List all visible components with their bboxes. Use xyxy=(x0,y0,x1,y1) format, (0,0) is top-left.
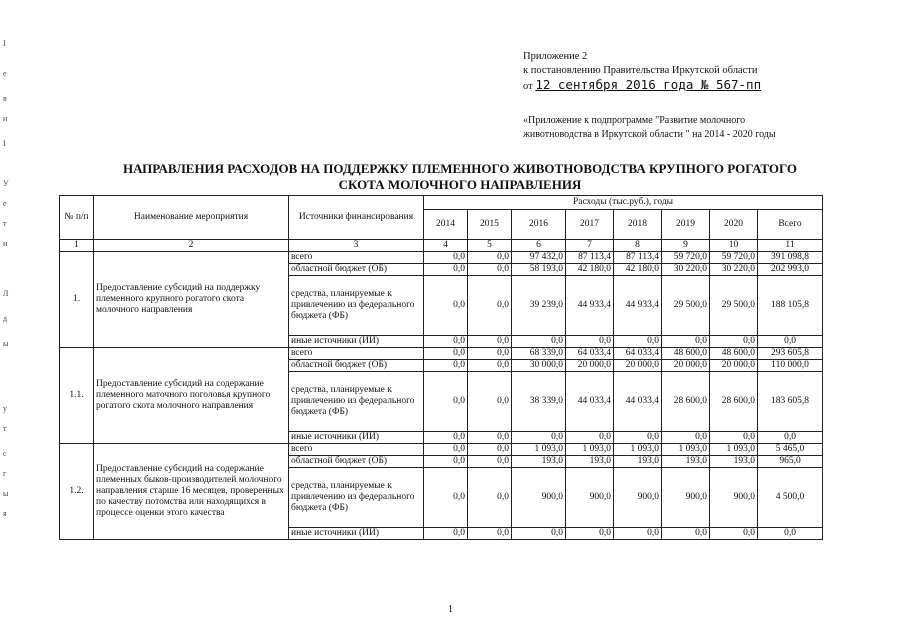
value-cell: 0,0 xyxy=(424,348,468,360)
title-line-1: НАПРАВЛЕНИЯ РАСХОДОВ НА ПОДДЕРЖКУ ПЛЕМЕННОГО ЖИВОТНОВОДСТВА КРУПНОГО РОГАТОГО xyxy=(122,161,798,176)
value-cell: 59 720,0 xyxy=(710,252,758,264)
value-cell: 20 000,0 xyxy=(614,360,662,372)
total-cell: 0,0 xyxy=(758,336,823,348)
total-cell: 202 993,0 xyxy=(758,264,823,276)
value-cell: 0,0 xyxy=(468,372,512,432)
header-total: Всего xyxy=(758,210,823,240)
value-cell: 64 033,4 xyxy=(566,348,614,360)
value-cell: 0,0 xyxy=(424,372,468,432)
value-cell: 900,0 xyxy=(512,468,566,528)
row-number: 1. xyxy=(60,252,94,348)
value-cell: 20 000,0 xyxy=(710,360,758,372)
total-cell: 110 000,0 xyxy=(758,360,823,372)
total-cell: 188 105,8 xyxy=(758,276,823,336)
header-year: 2015 xyxy=(468,210,512,240)
total-cell: 0,0 xyxy=(758,432,823,444)
value-cell: 20 000,0 xyxy=(662,360,710,372)
row-number: 1.1. xyxy=(60,348,94,444)
column-number: 1 xyxy=(60,240,94,252)
value-cell: 29 500,0 xyxy=(710,276,758,336)
value-cell: 42 180,0 xyxy=(566,264,614,276)
value-cell: 39 239,0 xyxy=(512,276,566,336)
value-cell: 58 193,0 xyxy=(512,264,566,276)
value-cell: 0,0 xyxy=(424,264,468,276)
subprogram-line-1: «Приложение к подпрограмме "Развитие молочного xyxy=(523,115,746,126)
value-cell: 28 600,0 xyxy=(662,372,710,432)
value-cell: 0,0 xyxy=(424,336,468,348)
value-cell: 0,0 xyxy=(710,432,758,444)
value-cell: 20 000,0 xyxy=(566,360,614,372)
value-cell: 0,0 xyxy=(424,444,468,456)
total-cell: 965,0 xyxy=(758,456,823,468)
funding-source: всего xyxy=(289,252,424,264)
table-row xyxy=(60,348,823,360)
measure-name: Предоставление субсидий на содержание племенного маточного поголовья крупного рогатого скота молочного направления xyxy=(94,348,289,444)
funding-source: средства, планируемые к привлечению из федерального бюджета (ФБ) xyxy=(289,276,424,336)
total-cell: 293 605,8 xyxy=(758,348,823,360)
column-number: 2 xyxy=(94,240,289,252)
column-number: 8 xyxy=(614,240,662,252)
expenses-table xyxy=(59,195,823,540)
value-cell: 44 933,4 xyxy=(566,276,614,336)
header-year: 2016 xyxy=(512,210,566,240)
value-cell: 900,0 xyxy=(662,468,710,528)
funding-source: средства, планируемые к привлечению из федерального бюджета (ФБ) xyxy=(289,372,424,432)
value-cell: 48 600,0 xyxy=(662,348,710,360)
measure-name: Предоставление субсидий на содержание племенных быков-производителей молочного направления старше 16 месяцев, проверенных по качеству потомства или находящихся в процессе оценки этого качества xyxy=(94,444,289,540)
value-cell: 38 339,0 xyxy=(512,372,566,432)
value-cell: 0,0 xyxy=(710,528,758,540)
table-row xyxy=(60,444,823,456)
value-cell: 30 220,0 xyxy=(710,264,758,276)
funding-source: иные источники (ИИ) xyxy=(289,528,424,540)
value-cell: 900,0 xyxy=(710,468,758,528)
column-number: 6 xyxy=(512,240,566,252)
total-cell: 5 465,0 xyxy=(758,444,823,456)
appendix-decree: к постановлению Правительства Иркутской области xyxy=(523,65,758,76)
value-cell: 0,0 xyxy=(566,528,614,540)
value-cell: 0,0 xyxy=(424,456,468,468)
column-number-row xyxy=(60,240,823,252)
value-cell: 0,0 xyxy=(710,336,758,348)
subprogram-line-2: животноводства в Иркутской области " на 2014 - 2020 годы xyxy=(523,129,776,140)
value-cell: 193,0 xyxy=(566,456,614,468)
value-cell: 193,0 xyxy=(614,456,662,468)
header-year: 2018 xyxy=(614,210,662,240)
value-cell: 193,0 xyxy=(710,456,758,468)
value-cell: 44 933,4 xyxy=(614,276,662,336)
subprogram-note xyxy=(523,114,823,142)
value-cell: 1 093,0 xyxy=(614,444,662,456)
appendix-title: Приложение 2 xyxy=(523,51,588,62)
value-cell: 0,0 xyxy=(468,276,512,336)
column-number: 9 xyxy=(662,240,710,252)
header-year: 2019 xyxy=(662,210,710,240)
value-cell: 0,0 xyxy=(468,336,512,348)
title-line-2: СКОТА МОЛОЧНОГО НАПРАВЛЕНИЯ xyxy=(338,177,582,192)
value-cell: 0,0 xyxy=(424,468,468,528)
funding-source: средства, планируемые к привлечению из федерального бюджета (ФБ) xyxy=(289,468,424,528)
value-cell: 0,0 xyxy=(468,468,512,528)
header-num: № п/п xyxy=(60,196,94,240)
value-cell: 0,0 xyxy=(468,444,512,456)
value-cell: 900,0 xyxy=(566,468,614,528)
value-cell: 0,0 xyxy=(468,456,512,468)
value-cell: 1 093,0 xyxy=(710,444,758,456)
column-number: 3 xyxy=(289,240,424,252)
appendix-date-line xyxy=(523,78,761,94)
value-cell: 900,0 xyxy=(614,468,662,528)
value-cell: 64 033,4 xyxy=(614,348,662,360)
column-number: 4 xyxy=(424,240,468,252)
handwritten-date: 12 сентября 2016 года № 567-пп xyxy=(535,77,762,92)
value-cell: 59 720,0 xyxy=(662,252,710,264)
header-expenses: Расходы (тыс.руб.), годы xyxy=(424,196,823,210)
value-cell: 0,0 xyxy=(512,336,566,348)
row-number: 1.2. xyxy=(60,444,94,540)
funding-source: всего xyxy=(289,444,424,456)
value-cell: 29 500,0 xyxy=(662,276,710,336)
value-cell: 0,0 xyxy=(662,336,710,348)
value-cell: 1 093,0 xyxy=(512,444,566,456)
funding-source: областной бюджет (ОБ) xyxy=(289,456,424,468)
value-cell: 0,0 xyxy=(566,432,614,444)
funding-source: иные источники (ИИ) xyxy=(289,336,424,348)
table-row xyxy=(60,252,823,264)
value-cell: 30 000,0 xyxy=(512,360,566,372)
total-cell: 4 500,0 xyxy=(758,468,823,528)
value-cell: 42 180,0 xyxy=(614,264,662,276)
column-number: 5 xyxy=(468,240,512,252)
column-number: 10 xyxy=(710,240,758,252)
value-cell: 30 220,0 xyxy=(662,264,710,276)
value-cell: 0,0 xyxy=(424,528,468,540)
value-cell: 44 033,4 xyxy=(614,372,662,432)
value-cell: 0,0 xyxy=(614,528,662,540)
value-cell: 87 113,4 xyxy=(566,252,614,264)
appendix-block xyxy=(523,50,761,94)
value-cell: 97 432,0 xyxy=(512,252,566,264)
value-cell: 0,0 xyxy=(424,252,468,264)
value-cell: 68 339,0 xyxy=(512,348,566,360)
value-cell: 0,0 xyxy=(662,432,710,444)
value-cell: 48 600,0 xyxy=(710,348,758,360)
value-cell: 0,0 xyxy=(468,360,512,372)
value-cell: 0,0 xyxy=(468,348,512,360)
value-cell: 0,0 xyxy=(512,528,566,540)
measure-name: Предоставление субсидий на поддержку племенного крупного рогатого скота молочного направления xyxy=(94,252,289,348)
left-margin-scan-marks: I е в н I У е т и Л д ы у т с г ы я xyxy=(3,39,9,518)
value-cell: 0,0 xyxy=(614,336,662,348)
value-cell: 0,0 xyxy=(512,432,566,444)
total-cell: 391 098,8 xyxy=(758,252,823,264)
value-cell: 28 600,0 xyxy=(710,372,758,432)
value-cell: 1 093,0 xyxy=(566,444,614,456)
appendix-from-label: от xyxy=(523,81,533,92)
column-number: 7 xyxy=(566,240,614,252)
header-year: 2014 xyxy=(424,210,468,240)
funding-source: иные источники (ИИ) xyxy=(289,432,424,444)
header-year: 2020 xyxy=(710,210,758,240)
value-cell: 44 033,4 xyxy=(566,372,614,432)
value-cell: 87 113,4 xyxy=(614,252,662,264)
value-cell: 1 093,0 xyxy=(662,444,710,456)
page-number: 1 xyxy=(448,604,453,615)
value-cell: 193,0 xyxy=(662,456,710,468)
funding-source: областной бюджет (ОБ) xyxy=(289,264,424,276)
header-name: Наименование мероприятия xyxy=(94,196,289,240)
value-cell: 0,0 xyxy=(468,528,512,540)
value-cell: 0,0 xyxy=(468,264,512,276)
value-cell: 193,0 xyxy=(512,456,566,468)
value-cell: 0,0 xyxy=(424,276,468,336)
value-cell: 0,0 xyxy=(424,432,468,444)
value-cell: 0,0 xyxy=(662,528,710,540)
funding-source: всего xyxy=(289,348,424,360)
total-cell: 183 605,8 xyxy=(758,372,823,432)
value-cell: 0,0 xyxy=(468,432,512,444)
value-cell: 0,0 xyxy=(566,336,614,348)
value-cell: 0,0 xyxy=(468,252,512,264)
column-number: 11 xyxy=(758,240,823,252)
document-title xyxy=(90,161,830,193)
value-cell: 0,0 xyxy=(424,360,468,372)
funding-source: областной бюджет (ОБ) xyxy=(289,360,424,372)
header-year: 2017 xyxy=(566,210,614,240)
total-cell: 0,0 xyxy=(758,528,823,540)
header-source: Источники финансирования xyxy=(289,196,424,240)
value-cell: 0,0 xyxy=(614,432,662,444)
